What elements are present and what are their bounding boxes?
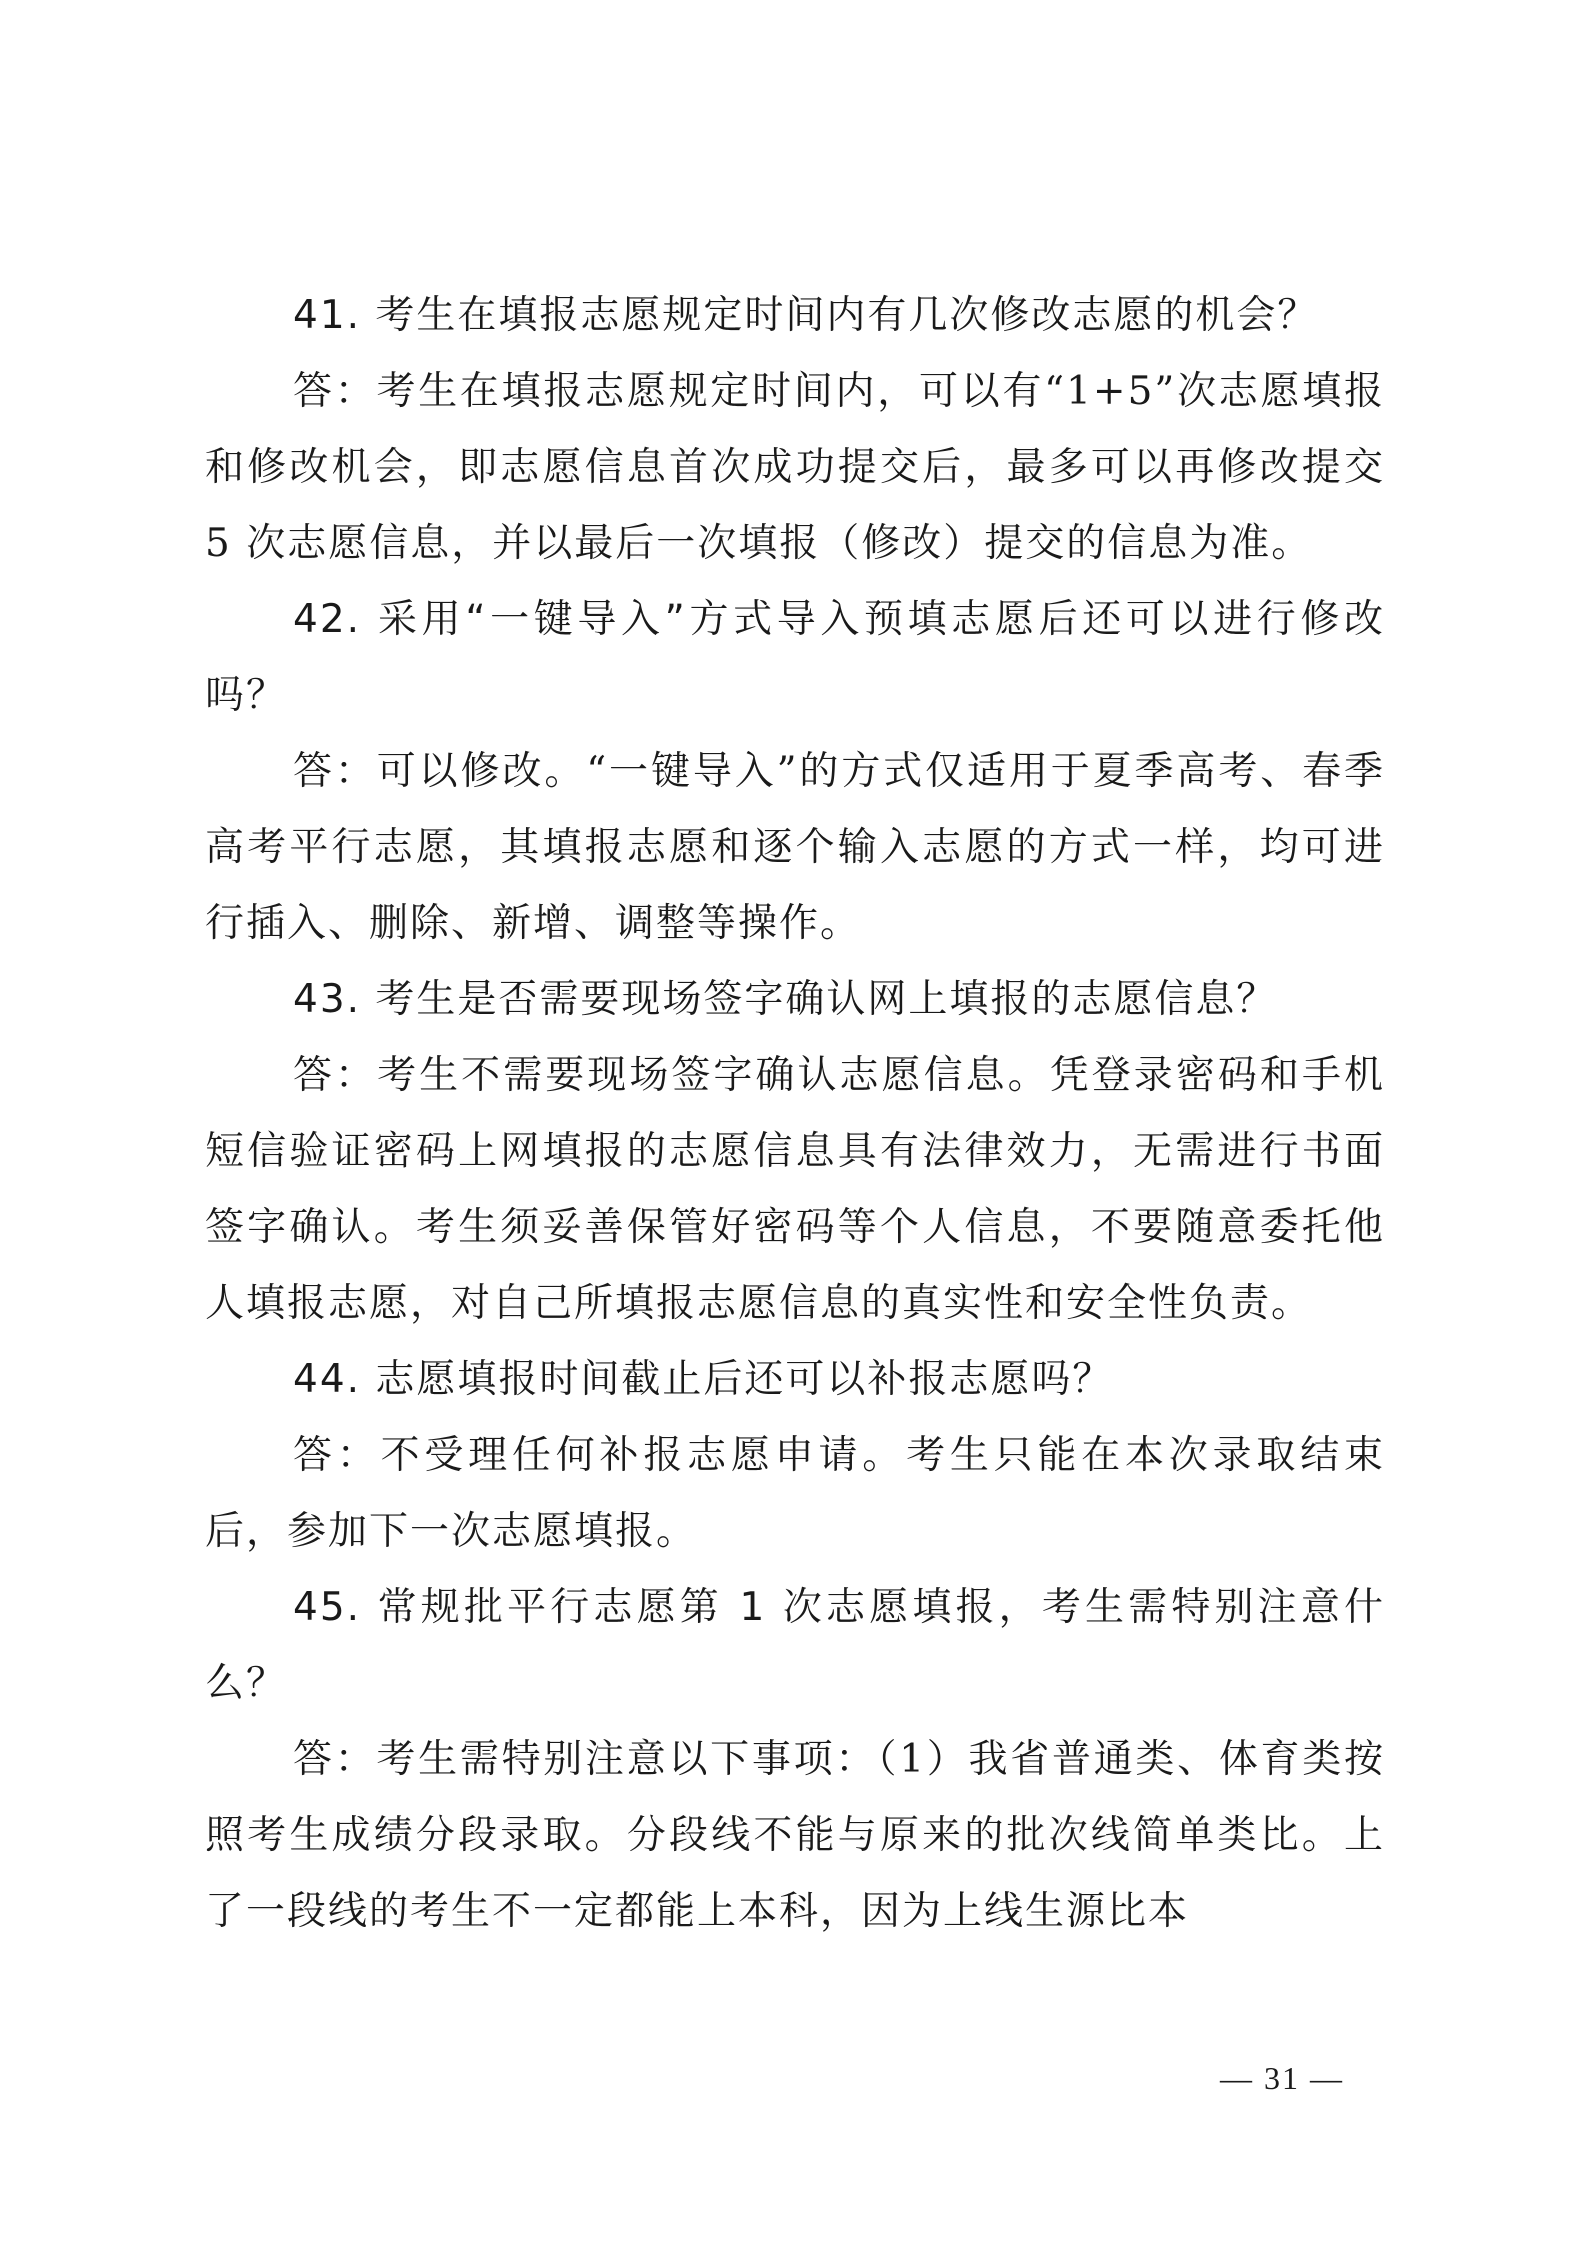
faq-question-43: 43. 考生是否需要现场签字确认网上填报的志愿信息？ (293, 977, 1278, 1022)
faq-answer-44: 答：不受理任何补报志愿申请。考生只能在本次录取结束后，参加下一次志愿填报。 (205, 1433, 1385, 1554)
page-number: — 31 — (1220, 2060, 1344, 2096)
faq-item-43 (205, 962, 1385, 1342)
faq-question-42: 42. 采用“一键导入”方式导入预填志愿后还可以进行修改吗？ (205, 597, 1385, 718)
faq-item-45 (205, 1570, 1385, 1950)
faq-question-41: 41. 考生在填报志愿规定时间内有几次修改志愿的机会？ (293, 293, 1319, 338)
faq-answer-43: 答：考生不需要现场签字确认志愿信息。凭登录密码和手机短信验证密码上网填报的志愿信息具有法律效力，无需进行书面签字确认。考生须妥善保管好密码等个人信息，不要随意委托他人填报志愿，对自己所填报志愿信息的真实性和安全性负责。 (205, 1053, 1385, 1326)
faq-item-44 (205, 1342, 1385, 1570)
faq-question-45: 45. 常规批平行志愿第 1 次志愿填报，考生需特别注意什么？ (205, 1585, 1385, 1706)
faq-item-41 (205, 278, 1385, 582)
faq-question-44: 44. 志愿填报时间截止后还可以补报志愿吗？ (293, 1357, 1114, 1402)
faq-content (205, 278, 1385, 1950)
faq-answer-45: 答：考生需特别注意以下事项：（1）我省普通类、体育类按照考生成绩分段录取。分段线不能与原来的批次线简单类比。上了一段线的考生不一定都能上本科，因为上线生源比本 (205, 1737, 1385, 1934)
faq-answer-41: 答：考生在填报志愿规定时间内，可以有“1+5”次志愿填报和修改机会，即志愿信息首次成功提交后，最多可以再修改提交 5 次志愿信息，并以最后一次填报（修改）提交的信息为准。 (205, 369, 1385, 566)
faq-item-42 (205, 582, 1385, 962)
faq-answer-42: 答：可以修改。“一键导入”的方式仅适用于夏季高考、春季高考平行志愿，其填报志愿和逐个输入志愿的方式一样，均可进行插入、删除、新增、调整等操作。 (205, 749, 1385, 946)
